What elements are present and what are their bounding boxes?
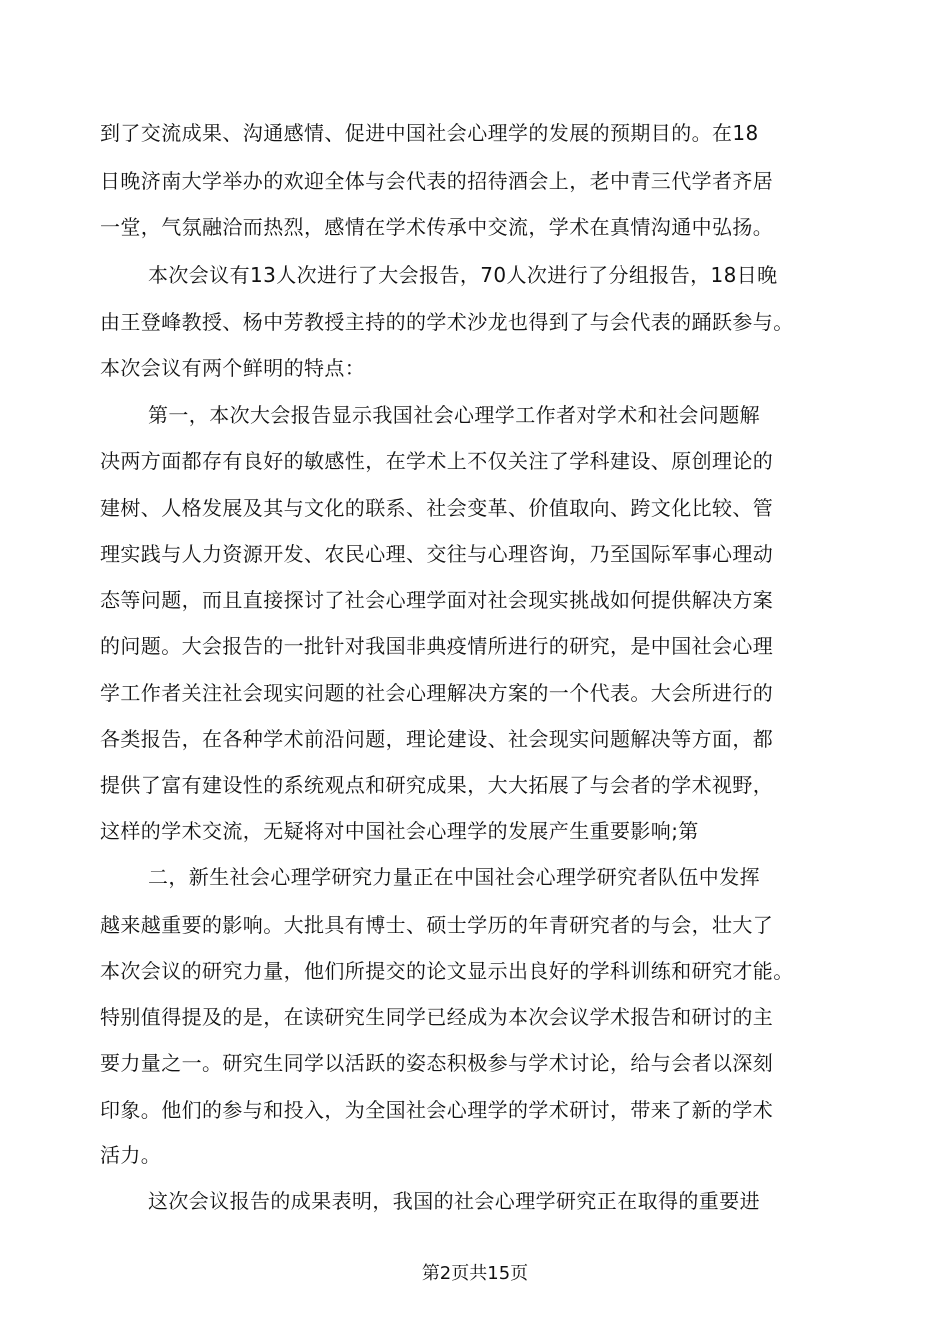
text-line: 第一，本次大会报告显示我国社会心理学工作者对学术和社会问题解 <box>148 403 760 427</box>
text-line: 本次会议的研究力量，他们所提交的论文显示出良好的学科训练和研究才能。 <box>100 959 794 983</box>
text-line: 活力。 <box>100 1143 162 1167</box>
text-line: 本次会议有13人次进行了大会报告，70人次进行了分组报告，18日晚 <box>148 263 778 287</box>
text-line: 学工作者关注社会现实问题的社会心理解决方案的一个代表。大会所进行的 <box>100 681 774 705</box>
text-line: 越来越重要的影响。大批具有博士、硕士学历的年青研究者的与会，壮大了 <box>100 913 774 937</box>
text-line: 的问题。大会报告的一批针对我国非典疫情所进行的研究，是中国社会心理 <box>100 634 774 658</box>
text-line: 一堂，气氛融洽而热烈，感情在学术传承中交流，学术在真情沟通中弘扬。 <box>100 215 774 239</box>
text-line: 本次会议有两个鲜明的特点： <box>100 356 366 380</box>
text-line: 各类报告，在各种学术前沿问题，理论建设、社会现实问题解决等方面，都 <box>100 727 774 751</box>
text-line: 这次会议报告的成果表明，我国的社会心理学研究正在取得的重要进 <box>148 1189 760 1213</box>
text-line: 建树、人格发展及其与文化的联系、社会变革、价值取向、跨文化比较、管 <box>100 496 774 520</box>
page-number: 第2页共15页 <box>421 1263 529 1284</box>
text-line: 日晚济南大学举办的欢迎全体与会代表的招待酒会上，老中青三代学者齐居 <box>100 169 774 193</box>
text-line: 二，新生社会心理学研究力量正在中国社会心理学研究者队伍中发挥 <box>148 865 760 889</box>
text-line: 印象。他们的参与和投入，为全国社会心理学的学术研讨，带来了新的学术 <box>100 1098 774 1122</box>
text-line: 特别值得提及的是，在读研究生同学已经成为本次会议学术报告和研讨的主 <box>100 1005 774 1029</box>
text-line: 要力量之一。研究生同学以活跃的姿态积极参与学术讨论，给与会者以深刻 <box>100 1051 774 1075</box>
text-line: 态等问题，而且直接探讨了社会心理学面对社会现实挑战如何提供解决方案 <box>100 588 774 612</box>
text-line: 到了交流成果、沟通感情、促进中国社会心理学的发展的预期目的。在18 <box>100 121 759 145</box>
text-line: 理实践与人力资源开发、农民心理、交往与心理咨询，乃至国际军事心理动 <box>100 542 774 566</box>
text-line: 提供了富有建设性的系统观点和研究成果，大大拓展了与会者的学术视野， <box>100 773 774 797</box>
text-line: 决两方面都存有良好的敏感性，在学术上不仅关注了学科建设、原创理论的 <box>100 449 774 473</box>
text-line: 由王登峰教授、杨中芳教授主持的的学术沙龙也得到了与会代表的踊跃参与。 <box>100 310 794 334</box>
text-line: 这样的学术交流，无疑将对中国社会心理学的发展产生重要影响;第 <box>100 819 699 843</box>
